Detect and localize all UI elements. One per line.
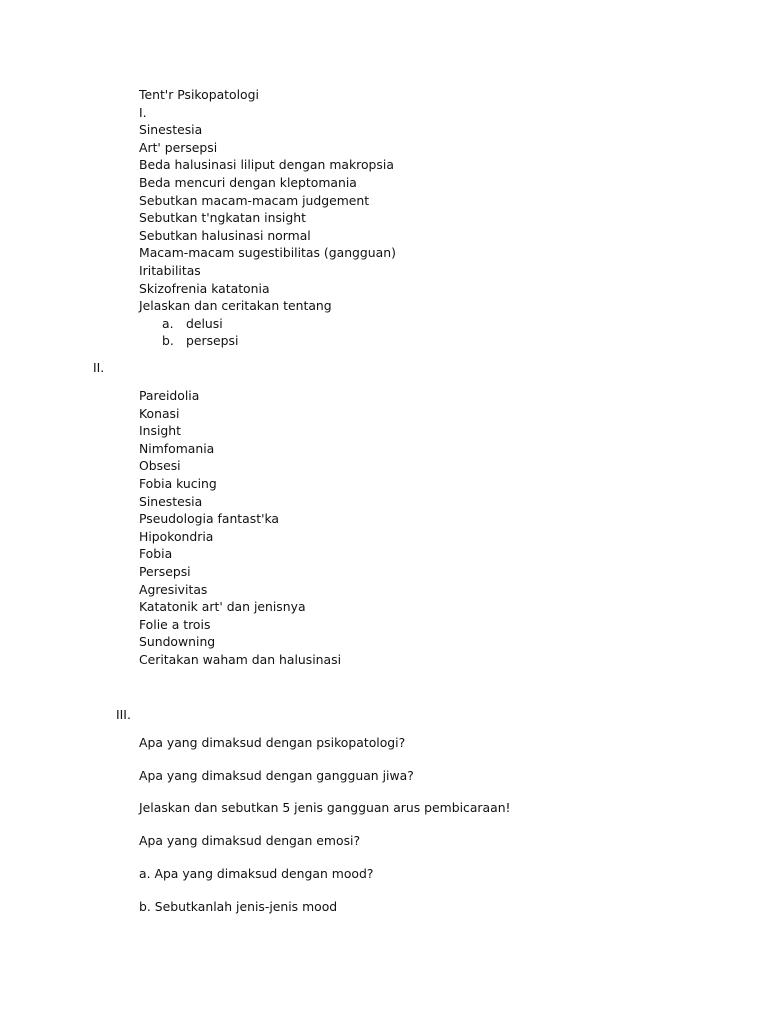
section-heading-3: III. bbox=[116, 707, 131, 722]
item-text: Nimfomania bbox=[139, 440, 215, 456]
item-text: I. bbox=[139, 104, 147, 120]
item-text: Sundowning bbox=[139, 634, 216, 650]
item-text: Fobia kucing bbox=[139, 476, 217, 491]
item-text: persepsi bbox=[186, 333, 239, 349]
item-letter: b. bbox=[162, 333, 174, 349]
item-text: Jelaskan dan ceritakan tentang bbox=[139, 298, 332, 314]
item-text: b. Sebutkanlah jenis-jenis mood bbox=[139, 899, 338, 914]
item-text: Skizofrenia katatonia bbox=[139, 280, 270, 296]
item-letter: a. bbox=[162, 315, 174, 331]
item-text: Katatonik artꞌ dan jenisnya bbox=[139, 599, 306, 615]
item-text: Pareidolia bbox=[139, 388, 200, 403]
item-text: Sinestesia bbox=[139, 493, 203, 509]
item-text: Macam-macam sugestibilitas (gangguan) bbox=[139, 245, 396, 261]
item-text: Konasi bbox=[139, 405, 180, 421]
item-text: a. Apa yang dimaksud dengan mood? bbox=[139, 866, 374, 881]
item-text: Apa yang dimaksud dengan gangguan jiwa? bbox=[139, 768, 414, 783]
item-text: Iritabilitas bbox=[139, 263, 201, 278]
item-text: Agresivitas bbox=[139, 581, 208, 597]
item-text: Sinestesia bbox=[139, 122, 203, 138]
item-text: Beda halusinasi liliput dengan makropsia bbox=[139, 157, 394, 173]
item-text: Sebutkan macam-macam judgement bbox=[139, 192, 370, 208]
item-text: Apa yang dimaksud dengan psikopatologi? bbox=[139, 735, 406, 750]
item-text: Ceritakan waham dan halusinasi bbox=[139, 652, 342, 667]
item-text: Folie a trois bbox=[139, 616, 211, 632]
item-text: Apa yang dimaksud dengan emosi? bbox=[139, 833, 361, 848]
item-text: Fobia bbox=[139, 546, 173, 562]
item-text: Persepsi bbox=[139, 564, 191, 579]
item-text: Artꞌ persepsi bbox=[139, 139, 218, 155]
item-text: delusi bbox=[186, 315, 223, 331]
item-text: Beda mencuri dengan kleptomania bbox=[139, 175, 357, 190]
item-text: Obsesi bbox=[139, 458, 181, 474]
item-text: Sebutkan halusinasi normal bbox=[139, 227, 311, 243]
item-text: Insight bbox=[139, 423, 181, 439]
item-text: Hipokondria bbox=[139, 528, 214, 544]
item-text: Jelaskan dan sebutkan 5 jenis gangguan arus pembicaraan! bbox=[139, 800, 511, 815]
item-text: Pseudologia fantastꞌka bbox=[139, 511, 280, 527]
section-heading-2: II. bbox=[93, 360, 105, 375]
item-text: Tentꞌr Psikopatologi bbox=[139, 87, 259, 102]
item-text: Sebutkan tꞌngkatan insight bbox=[139, 210, 306, 226]
